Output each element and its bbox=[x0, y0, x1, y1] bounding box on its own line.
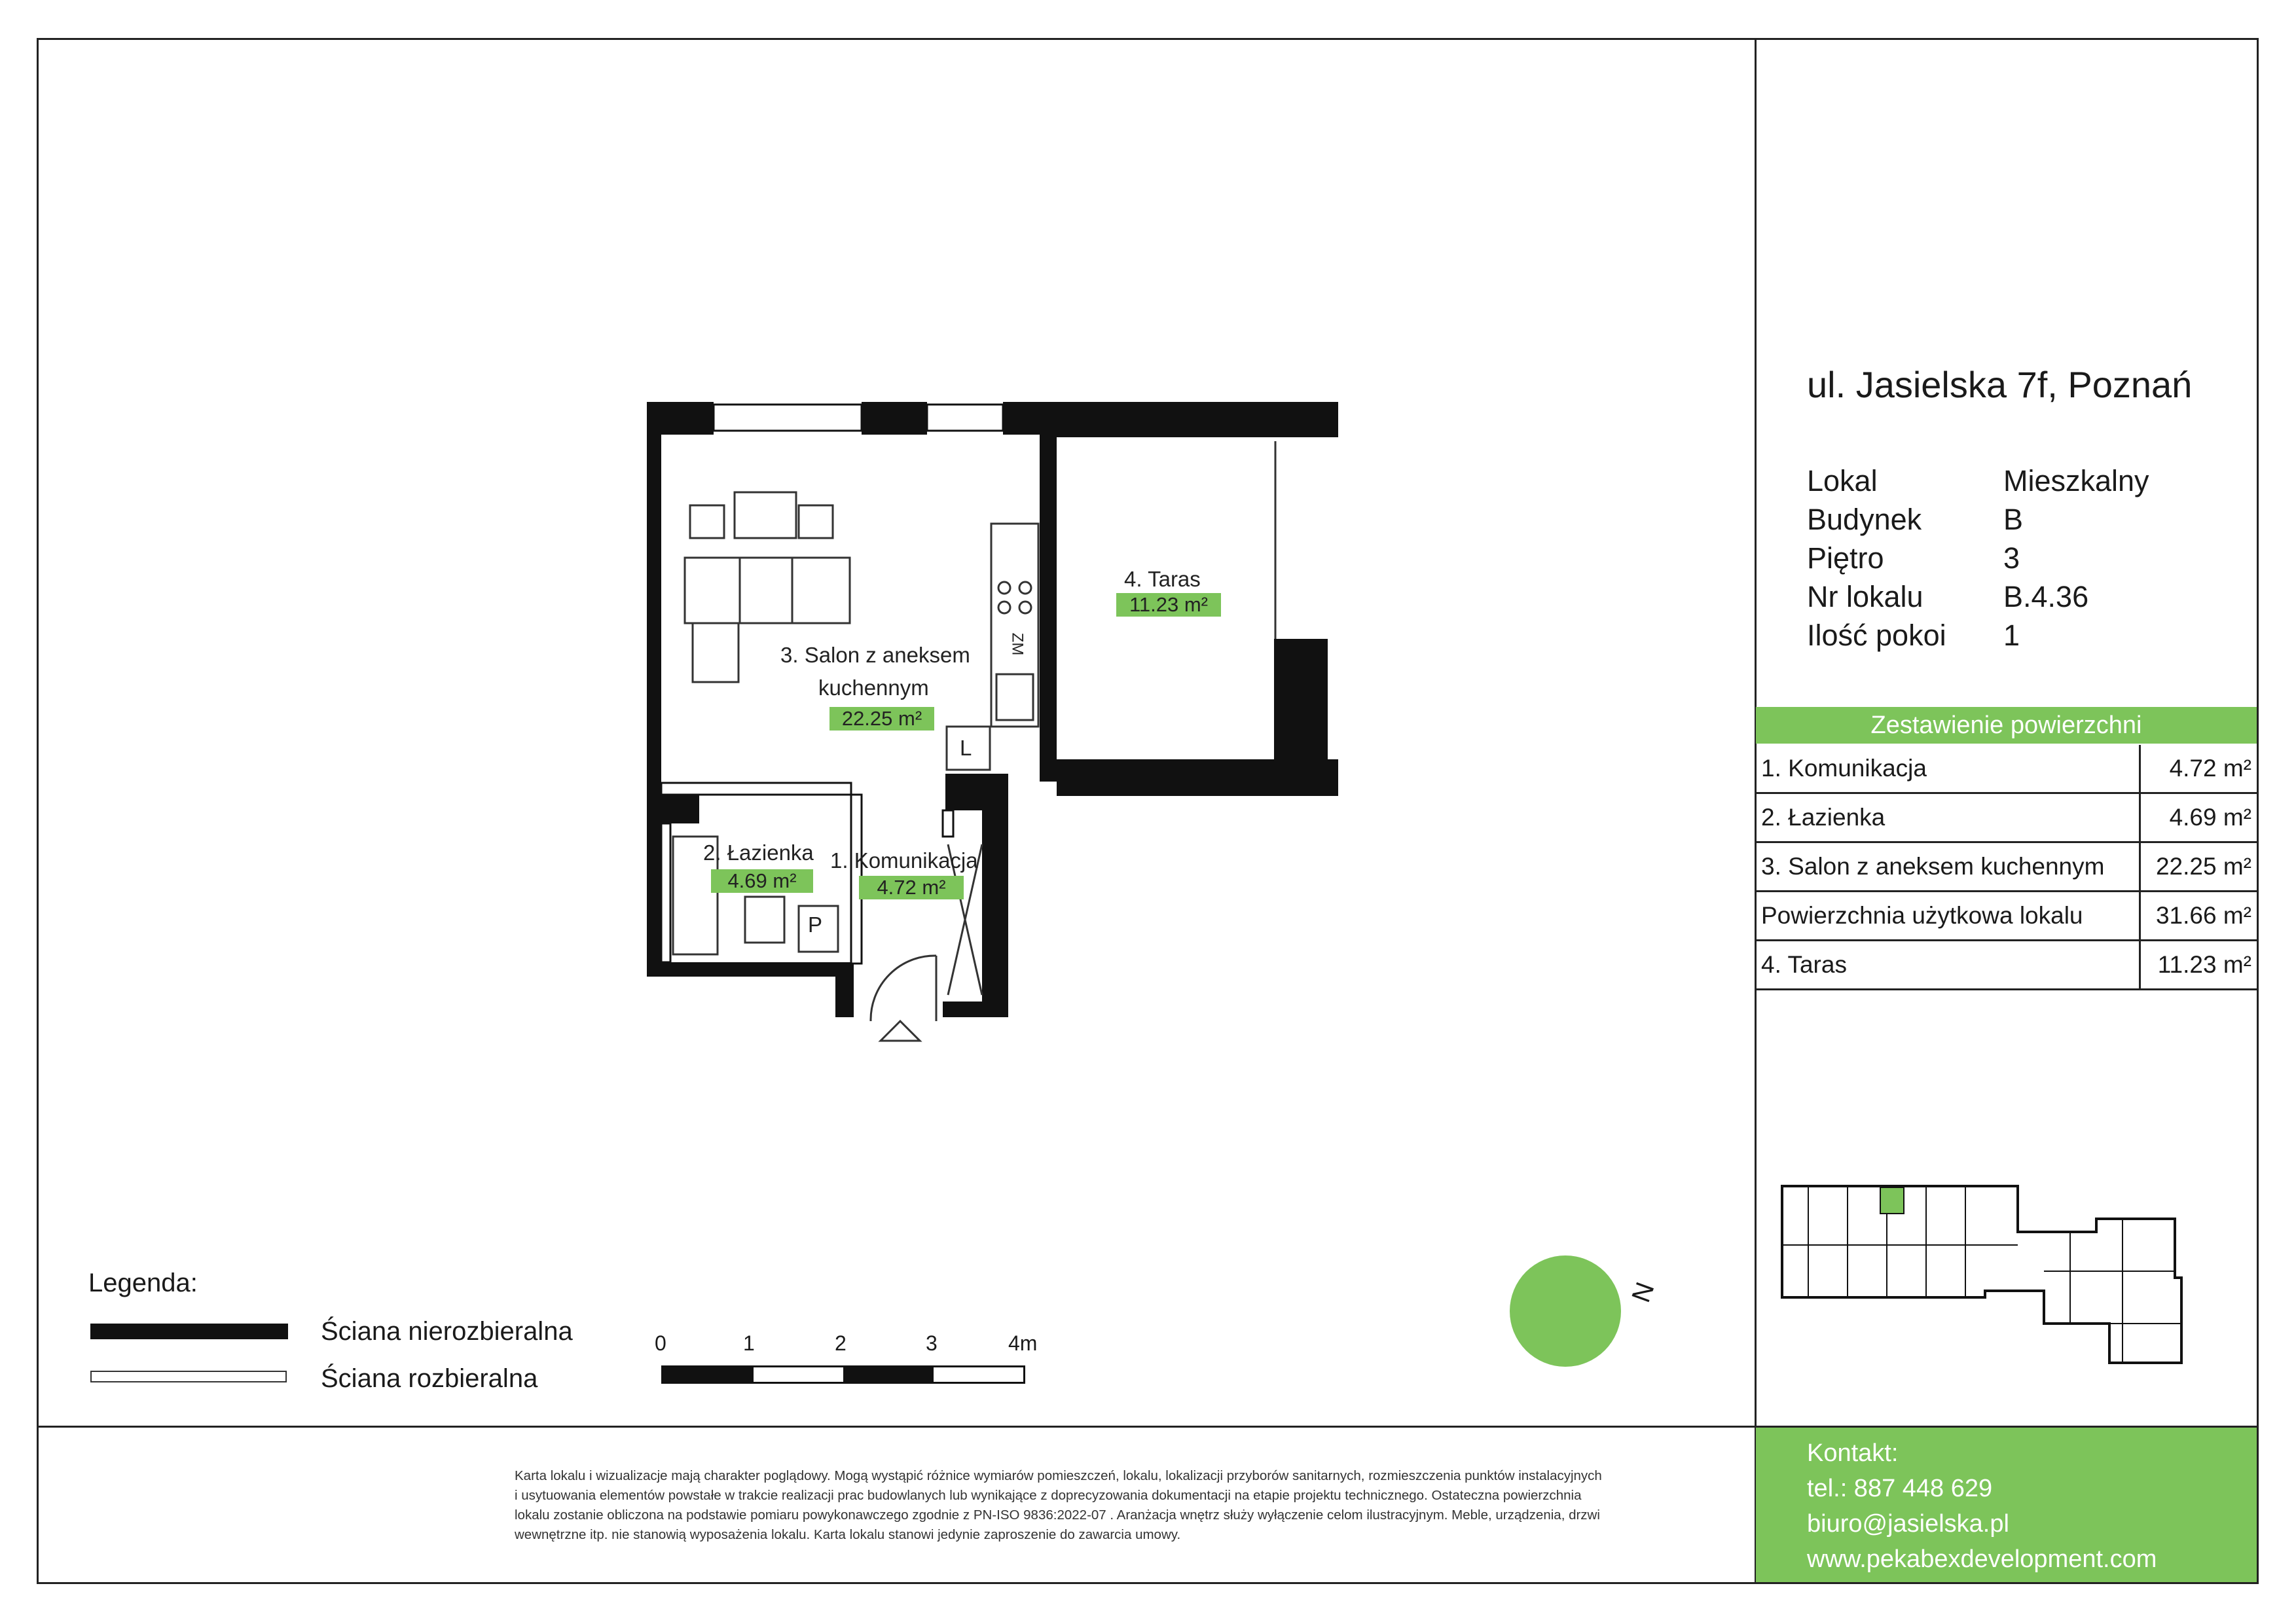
table-row: 3. Salon z aneksem kuchennym 22.25 m² bbox=[1756, 843, 2257, 892]
zm-label: ZM bbox=[1008, 632, 1027, 656]
legend-title: Legenda: bbox=[88, 1269, 198, 1297]
north-label: N bbox=[1626, 1278, 1660, 1307]
disclaimer-line: i usytuowania elementów powstałe w trakcie realizacji prac budowlanych lub wynikające z doprecyzowania dokumentacji na etapie projektu technicznego. Ostateczna powierzchnia bbox=[515, 1488, 1582, 1503]
summary-title: Zestawienie powierzchni bbox=[1756, 707, 2257, 744]
info-key: Lokal bbox=[1807, 464, 1878, 497]
contact-box bbox=[1756, 1428, 2257, 1582]
l-label: L bbox=[960, 736, 972, 760]
scale-label: 0 bbox=[655, 1331, 666, 1355]
scale-label: 1 bbox=[743, 1331, 755, 1355]
area-summary-table bbox=[1756, 745, 2257, 990]
contact-website[interactable]: www.pekabexdevelopment.com bbox=[1807, 1545, 2157, 1573]
taras-label: 4. Taras bbox=[1124, 567, 1201, 591]
disclaimer-line: wewnętrzne itp. nie stanowią wyposażenia lokalu. Karta lokalu stanowi jedynie zaproszenie do zawarcia umowy. bbox=[515, 1527, 1181, 1542]
building-minimap bbox=[1769, 1180, 2240, 1376]
scale-label: 3 bbox=[926, 1331, 938, 1355]
info-key: Piętro bbox=[1807, 541, 1884, 575]
info-value: Mieszkalny bbox=[2003, 464, 2149, 497]
info-value: 1 bbox=[2003, 619, 2020, 652]
disclaimer bbox=[515, 1466, 1706, 1545]
legend-solid-label: Ściana nierozbieralna bbox=[321, 1317, 573, 1346]
table-row: Powierzchnia użytkowa lokalu 31.66 m² bbox=[1756, 892, 2257, 941]
taras-area-tag: 11.23 m² bbox=[1116, 593, 1221, 617]
info-value: B.4.36 bbox=[2003, 580, 2089, 613]
contact-email[interactable]: biuro@jasielska.pl bbox=[1807, 1510, 2009, 1538]
info-value: B bbox=[2003, 503, 2024, 536]
p-label: P bbox=[808, 912, 823, 937]
contact-phone[interactable]: tel.: 887 448 629 bbox=[1807, 1475, 1993, 1502]
legend-open-label: Ściana rozbieralna bbox=[321, 1364, 538, 1393]
komunikacja-area-tag: 4.72 m² bbox=[859, 876, 964, 899]
table-row: 2. Łazienka 4.69 m² bbox=[1756, 794, 2257, 843]
scale-bar bbox=[661, 1365, 1025, 1384]
komunikacja-label: 1. Komunikacja bbox=[830, 848, 978, 873]
info-value: 3 bbox=[2003, 541, 2020, 575]
disclaimer-line: Karta lokalu i wizualizacje mają charakter poglądowy. Mogą wystąpić różnice wymiarów pomieszczeń, lokalu, lokalizacji przyborów sanitarnych, rozmieszczenia punktów instalacyjnych bbox=[515, 1468, 1602, 1483]
salon-area-tag: 22.25 m² bbox=[829, 707, 934, 731]
legend-solid-wall-swatch bbox=[90, 1324, 288, 1339]
table-row: 4. Taras 11.23 m² bbox=[1756, 941, 2257, 990]
salon-label-2: kuchennym bbox=[818, 676, 929, 700]
info-key: Nr lokalu bbox=[1807, 580, 1923, 613]
address-title: ul. Jasielska 7f, Poznań bbox=[1807, 364, 2193, 405]
unit-info bbox=[1807, 461, 2149, 655]
contact-title: Kontakt: bbox=[1807, 1439, 1899, 1467]
lazienka-label: 2. Łazienka bbox=[703, 840, 814, 865]
table-row: 1. Komunikacja 4.72 m² bbox=[1756, 745, 2257, 794]
compass-icon bbox=[1510, 1255, 1621, 1367]
legend-open-wall-swatch bbox=[90, 1371, 287, 1382]
scale-label: 4m bbox=[1008, 1331, 1038, 1355]
lazienka-area-tag: 4.69 m² bbox=[711, 869, 813, 893]
info-key: Ilość pokoi bbox=[1807, 619, 1946, 652]
info-key: Budynek bbox=[1807, 503, 1922, 536]
scale-label: 2 bbox=[835, 1331, 847, 1355]
salon-label: 3. Salon z aneksem bbox=[780, 643, 970, 667]
disclaimer-line: lokalu zostanie obliczona na podstawie pomiaru powykonawczego zgodnie z PN-ISO 9836:2022-07 . Aranżacja wnętrz służy wyłączenie celom ilustracyjnym. Meble, urządzenia, drzwi bbox=[515, 1507, 1600, 1523]
